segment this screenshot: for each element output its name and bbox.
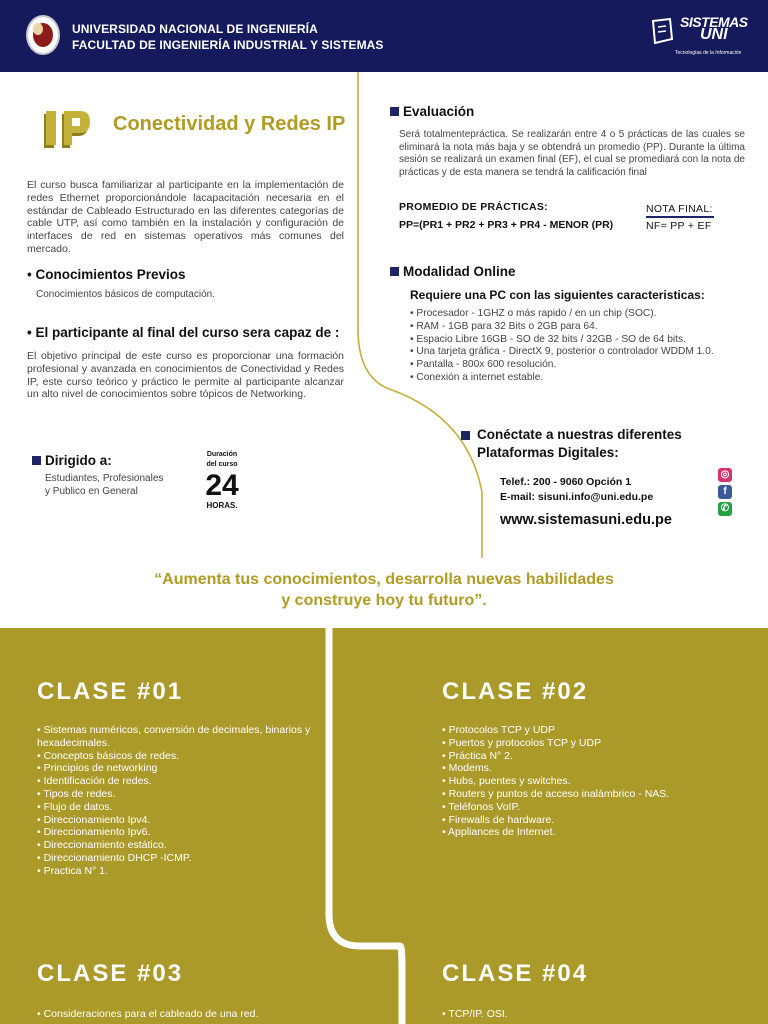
list-item: • Protocolos TCP y UDP <box>442 724 555 736</box>
pp-formula: PP=(PR1 + PR2 + PR3 + PR4 - MENOR (PR) <box>399 219 614 231</box>
university-name: UNIVERSIDAD NACIONAL DE INGENIERÍA <box>72 22 318 36</box>
list-item: • Hubs, puentes y switches. <box>442 775 571 788</box>
class-03-list <box>37 1008 317 1021</box>
course-description: El curso busca familiarizar al participante en la implementación de redes Ethernet proporcionándole lacapacitación necesaria en el estándar de Cableado Estructurado en las diferentes categorías de cable UTP, así como también en la instalación y configuración de interfaces de red en sistemas operativos más comunes del mercado. <box>27 179 344 255</box>
class-03-title: CLASE #03 <box>37 960 184 987</box>
class-04-list <box>442 1008 742 1021</box>
list-item: • Puertos y protocolos TCP y UDP <box>442 736 602 749</box>
quote-line1: “Aumenta tus conocimientos, desarrolla nuevas habilidades <box>154 571 614 588</box>
class-01-title: CLASE #01 <box>37 678 184 705</box>
nf-formula: NF= PP + EF <box>646 220 712 232</box>
connect-heading1: Conéctate a nuestras diferentes <box>477 427 682 442</box>
facebook-icon[interactable]: f <box>718 485 732 499</box>
contact-email[interactable]: E-mail: sisuni.info@uni.edu.pe <box>500 491 654 503</box>
ip-logo-icon <box>42 108 92 150</box>
list-item: • Routers y puntos de acceso inalámbrico - NAS. <box>442 787 670 800</box>
class-04-title: CLASE #04 <box>442 960 589 987</box>
logo-word-uni: UNI <box>700 26 728 43</box>
university-seal-icon <box>26 15 60 55</box>
list-item: • Sistemas numéricos, conversión de decimales, binarios y hexadecimales. <box>37 724 311 749</box>
list-item: • Firewalls de hardware. <box>442 813 555 826</box>
pp-label: PROMEDIO DE PRÁCTICAS: <box>399 201 548 213</box>
website-link[interactable]: www.sistemasuni.edu.pe <box>500 512 672 528</box>
quote-line2: y construye hoy tu futuro”. <box>281 592 487 609</box>
class-02-title: CLASE #02 <box>442 678 589 705</box>
list-item: • Direccionamiento DHCP -ICMP. <box>37 851 192 864</box>
evaluation-text: Será totalmentepráctica. Se realizarán entre 4 o 5 prácticas de las cuales se eliminará la nota más baja y se obtendrá un promedio (PP). Durante la última sesión se realizará un examen final (EF), el cual se promediará con la nota de prácticas y de esta manera se tendrá la calificación final <box>399 129 745 178</box>
audience-line1: Estudiantes, Profesionales <box>45 473 164 484</box>
spec-item: • Espacio Libre 16GB - SO de 32 bits / 32GB - SO de 64 bits. <box>410 334 686 345</box>
instagram-icon[interactable]: ◎ <box>718 468 732 482</box>
list-item: • Direccionamiento Ipv6. <box>37 826 151 839</box>
nf-label: NOTA FINAL: <box>646 203 713 215</box>
audience-line2: y Publico en General <box>45 486 138 497</box>
nf-divider <box>646 216 714 218</box>
audience-heading: Dirigido a: <box>32 453 112 468</box>
modality-subheading: Requiere una PC con las siguientes caracteristicas: <box>410 288 705 302</box>
list-item: • Identificación de redes. <box>37 775 152 788</box>
list-item: • Practica N° 1. <box>37 864 108 877</box>
class-01-list <box>37 724 317 878</box>
list-item: • TCP/IP. OSI. <box>442 1008 508 1020</box>
modality-heading: Modalidad Online <box>390 264 516 279</box>
duration-label2: del curso <box>206 461 238 468</box>
list-item: • Flujo de datos. <box>37 800 113 813</box>
duration-label1: Duración <box>206 451 238 458</box>
list-item: • Consideraciones para el cableado de una red. <box>37 1008 259 1020</box>
bullet-square-icon <box>461 431 470 440</box>
bullet-square-icon <box>32 456 41 465</box>
sistemas-uni-logo-icon <box>650 17 678 49</box>
duration-unit: HORAS. <box>206 501 238 510</box>
list-item: • Conceptos básicos de redes. <box>37 749 180 762</box>
logo-word-sistemas: SISTEMAS <box>680 14 748 30</box>
class-02-list <box>442 724 742 839</box>
bullet-square-icon <box>390 267 399 276</box>
contact-phone: Telef.: 200 - 9060 Opción 1 <box>500 476 632 488</box>
bullet-square-icon <box>390 107 399 116</box>
list-item: • Direccionamiento estático. <box>37 839 167 852</box>
prereq-heading: • Conocimientos Previos <box>27 267 186 282</box>
whatsapp-icon[interactable]: ✆ <box>718 502 732 516</box>
list-item: • Teléfonos VoIP. <box>442 800 521 813</box>
spec-item: • RAM - 1GB para 32 Bits o 2GB para 64. <box>410 321 598 332</box>
evaluation-heading: Evaluación <box>390 104 474 119</box>
duration-number: 24 <box>205 469 239 502</box>
course-title: Conectividad y Redes IP <box>113 113 346 135</box>
spec-item: • Una tarjeta gráfica - DirectX 9, posterior o controlador WDDM 1.0. <box>410 346 714 357</box>
outcome-text: El objetivo principal de este curso es proporcionar una formación profesional y avanzada en conocimientos de Conectividad y Redes IP, este curso teórico y práctico le permite al participante alcanzar un alto nivel de conocimientos sobre tópicos de Networking. <box>27 350 344 401</box>
connect-heading2: Plataformas Digitales: <box>477 445 619 460</box>
faculty-name: FACULTAD DE INGENIERÍA INDUSTRIAL Y SISTEMAS <box>72 38 384 52</box>
spec-item: • Conexión a internet estable. <box>410 372 544 383</box>
outcome-heading: • El participante al final del curso sera capaz de : <box>27 325 340 340</box>
spec-item: • Pantalla - 800x 600 resolución. <box>410 359 557 370</box>
list-item: • Appliances de Internet. <box>442 826 556 839</box>
prereq-text: Conocimientos básicos de computación. <box>36 289 215 300</box>
list-item: • Tipos de redes. <box>37 787 116 800</box>
spec-item: • Procesador - 1GHZ o más rapido / en un chip (SOC). <box>410 308 657 319</box>
list-item: • Principios de networking <box>37 762 158 775</box>
list-item: • Direccionamiento Ipv4. <box>37 813 151 826</box>
list-item: • Modems. <box>442 762 492 775</box>
logo-tagline: Tecnologías de la Información <box>675 50 742 56</box>
list-item: • Práctica N° 2. <box>442 749 513 762</box>
